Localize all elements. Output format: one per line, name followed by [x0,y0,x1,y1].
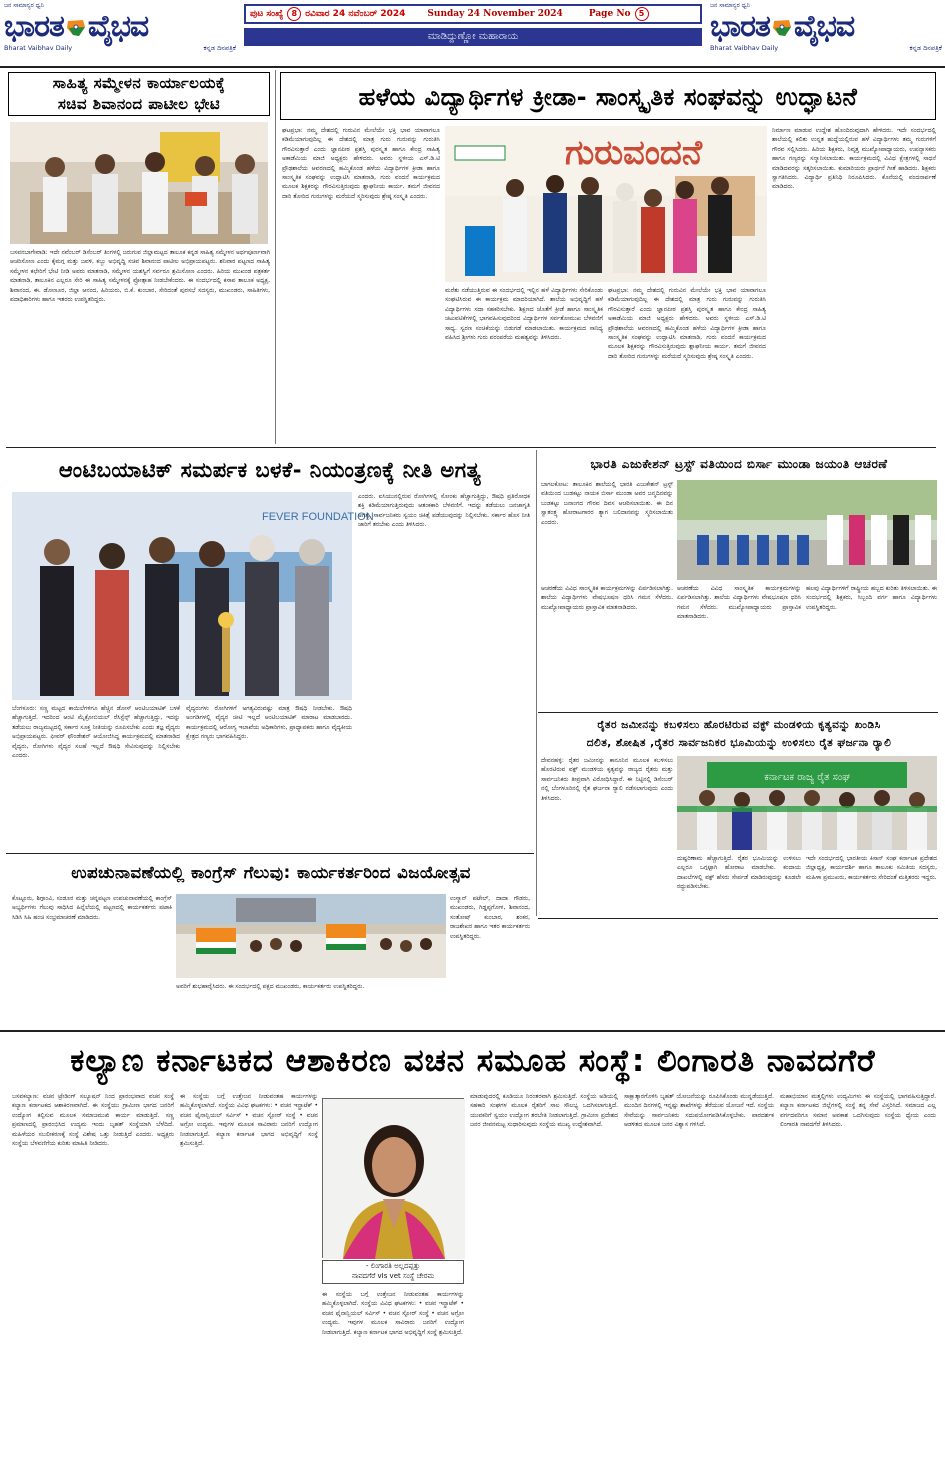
section-rule [6,853,534,854]
newspaper-logo-right [710,2,942,62]
logo-title-part1: ಭಾರತ [710,9,770,44]
article2-photo-image [445,126,767,282]
logo-subtitle-en: Bharat Vaibhav Daily [4,44,73,52]
logo-subtitle-kn: ಕನ್ನಡ ದಿನಪತ್ರಿಕೆ [909,44,942,52]
logo-tagline: ಜನ ಸಾಮಾನ್ಯರ ಧ್ವನಿ [710,2,750,9]
article6-body-col1: ಕೊಟ್ಟೂರು, ಶಿಗ್ಗಾಂವಿ, ಸಂಡೂರ ಮತ್ತು ಚನ್ನಪಟ್ಟಣ ಉಪಚುನಾವಣೆಯಲ್ಲಿ ಕಾಂಗ್ರೆಸ್ ಅಭ್ಯರ್ಥಿಗಳು ಗೆಲುವು ಸಾಧಿಸಿದ ಹಿನ್ನೆಲೆಯಲ್ಲಿ ಪಟ್ಟಣದಲ್ಲಿ ಕಾರ್ಯಕರ್ತರು ಪಟಾಕಿ ಸಿಡಿಸಿ ಸಿಹಿ ಹಂಚಿ ಸಂಭ್ರಮಾಚರಣೆ ಮಾಡಿದರು. [12,895,172,921]
issue-info-bar [244,4,702,24]
article1-headline-line2: ಸಚಿವ ಶಿವಾನಂದ ಪಾಟೀಲ ಭೇಟಿ [57,95,221,113]
article7-body-col5: ಮಹಾಭಿಯಾನ ಮತ್ತಲ್ಲಿಗಳು ಉದ್ಯಮಿಗಳು ಈ ಸಂಸ್ಥೆಯಲ್ಲಿ ಭಾಗವಹಿಸುತ್ತಿದ್ದಾರೆ. ಕಲ್ಯಾಣ ಕರ್ನಾಟಕದ ಜಿಲ್ಲೆಗಳಲ್ಲಿ ಸಂಸ್ಥೆ ತನ್ನ ಸೇವೆ ವಿಸ್ತರಿಸಿದೆ. ಸಮಾಜದ ಎಲ್ಲ ವರ್ಗದವರಿಗೂ ಸಮಾನ ಅವಕಾಶ ಒದಗಿಸುವುದು ಸಂಸ್ಥೆಯ ಧ್ಯೇಯ ಎಂದು ಲಿಂಗಾರತಿ ನಾವದಗೆರೆ ತಿಳಿಸಿದರು. [780,1093,936,1129]
article4-headline: ಭಾರತಿ ಎಜುಕೇಶನ್ ಟ್ರಸ್ಟ್ ವತಿಯಿಂದ ಬಿರ್ಸಾ ಮುಂಡಾ ಜಯಂತಿ ಆಚರಣೆ [590,457,888,471]
article5-banner-text: ಕರ್ನಾಟಕ ರಾಜ್ಯ ರೈತ ಸಂಘ [764,772,850,783]
article4-photo-image [677,480,937,580]
article5-headline-line1: ರೈತರ ಜಮೀನನ್ನು ಕಬಳಿಸಲು ಹೊರಟಿರುವ ವಕ್ಫ್ ಮಂಡಳಿಯ ಕೃತ್ಯವನ್ನು ಖಂಡಿಸಿ [597,719,881,731]
logo-subtitle-kn: ಕನ್ನಡ ದಿನಪತ್ರಿಕೆ [203,44,236,52]
masthead [0,0,945,64]
article2-body-col3: ನಿರ್ಮಾಣ ಮಾಡುವ ಉದ್ದೇಶ ಹೊಂದಿರುವುದಾಗಿ ಹೇಳಿದರು. ಇದೇ ಸಂದರ್ಭದಲ್ಲಿ ಶಾಲೆಯಲ್ಲಿ ಕಲಿತು ಉನ್ನತ ಹುದ್ದೆಯಲ್ಲಿರುವ ಹಳೆ ವಿದ್ಯಾರ್ಥಿಗಳು ತಮ್ಮ ಗುರುಗಳಿಗೆ ಗೌರವ ಸಲ್ಲಿಸಿದರು. ಹಿರಿಯ ಶಿಕ್ಷಕರು, ನಿವೃತ್ತ ಮುಖ್ಯೋಪಾಧ್ಯಾಯರು, ಉಪನ್ಯಾಸಕರು ಹಾಗೂ ಗಣ್ಯರನ್ನು ಸನ್ಮಾನಿಸಲಾಯಿತು. ಕಾರ್ಯಕ್ರಮದಲ್ಲಿ ವಿವಿಧ ಕ್ಷೇತ್ರಗಳಲ್ಲಿ ಸಾಧನೆ ಮಾಡಿದವರನ್ನು ಸತ್ಕರಿಸಲಾಯಿತು. ಕುಮಾರಿಯರು ಪ್ರಾರ್ಥನೆ ಗೀತೆ ಹಾಡಿದರು. ಶಿಕ್ಷಕರು ಸ್ವಾಗತಿಸಿದರು. ವಿದ್ಯಾರ್ಥಿ ಪ್ರತಿನಿಧಿ ನಿರೂಪಿಸಿದರು. ಕೊನೆಯಲ್ಲಿ ವಂದನಾರ್ಪಣೆ ಮಾಡಿದರು. [772,127,936,191]
article7-body-col2: ಈ ಸಂಸ್ಥೆಯ ಬಗ್ಗೆ ಉತ್ತೇಜನ ನೀಡುವಂತಹ ಕಾರ್ಯಗಳನ್ನು ಹಮ್ಮಿಕೊಳ್ಳಲಾಗಿದೆ. ಸಂಸ್ಥೆಯ ವಿವಿಧ ಘಟಕಗಳು: • ವಚನ ಇನ್ಫ್ರಾಟೆಕ್ • ವಚನ ಫೈನಾನ್ಷಿಯಲ್ ಸರ್ವಿಸ್ • ವಚನ ಸ್ಟೋರ್ ಸಂಸ್ಥೆ • ವಚನ ಅಗ್ರೋ ಉದ್ಯಮ. ಇವುಗಳ ಮೂಲಕ ಸಾವಿರಾರು ಜನರಿಗೆ ಉದ್ಯೋಗ ನೀಡಲಾಗುತ್ತಿದೆ. ಕಲ್ಯಾಣ ಕರ್ನಾಟಕ ಭಾಗದ ಅಭಿವೃದ್ಧಿಗೆ ಸಂಸ್ಥೆ ಶ್ರಮಿಸುತ್ತಿದೆ. [180,1093,318,1148]
article5-headline-line2: ದಲಿತ, ಶೋಷಿತ ,ರೈತರ ಸಾರ್ವಜನಿಕರ ಭೂಮಿಯನ್ನು ಉಳಿಸಲು ರೈತ ಘರ್ಜನಾ ರ‍್ಯಾಲಿ [586,737,892,749]
article3-photo [12,492,374,700]
date-english: Sunday 24 November 2024 [427,9,563,19]
article7-body-col1: ಬಸವಕಲ್ಯಾಣ: ವಚನ ಟ್ರೇಡಿಂಗ್ ಸಲ್ಯೂಷನ್ ನಿಂದ ಪ್ರಾರಂಭವಾದ ವಚನ ಸಂಸ್ಥೆ ಕಲ್ಯಾಣ ಕರ್ನಾಟಕದ ಆಶಾಕಿರಣವಾಗಿದೆ. ಈ ಸಂಸ್ಥೆಯು ಗ್ರಾಮೀಣ ಭಾಗದ ಜನರಿಗೆ ಉದ್ಯೋಗ ಕಲ್ಪಿಸುವ ಮೂಲಕ ಸಮಾಜಮುಖಿ ಕಾರ್ಯ ಮಾಡುತ್ತಿದೆ. ಸಣ್ಣ ಪ್ರಮಾಣದಲ್ಲಿ ಪ್ರಾರಂಭಿಸಿದ ಉದ್ಯಮ ಇಂದು ಬೃಹತ್ ಸಂಸ್ಥೆಯಾಗಿ ಬೆಳೆದಿದೆ. ಮಹಿಳೆಯರ ಸಬಲೀಕರಣಕ್ಕೆ ಸಂಸ್ಥೆ ವಿಶೇಷ ಒತ್ತು ನೀಡುತ್ತಿದೆ ಎಂದರು. ಅಧ್ಯಕ್ಷರು ಸಂಸ್ಥೆಯ ಬೆಳವಣಿಗೆಯ ಕುರಿತು ಮಾಹಿತಿ ನೀಡಿದರು. [12,1093,174,1148]
article7-portrait-image [323,1099,465,1259]
article4-body-col2: ಆಚರಣೆಯ ವಿವಿಧ ಸಾಂಸ್ಕೃತಿಕ ಕಾರ್ಯಕ್ರಮಗಳನ್ನು ಏರ್ಪಡಿಸಲಾಗಿತ್ತು. ಶಾಲೆಯ ವಿದ್ಯಾರ್ಥಿಗಳು ವೇಷಭೂಷಣ ಧರಿಸಿ ಗಮನ ಸೆಳೆದರು. ಮುಖ್ಯೋಪಾಧ್ಯಾಯರು ಪ್ರಾಸ್ತಾವಿಕ ಮಾತನಾಡಿದರು. [677,585,801,621]
section-rule [538,918,938,919]
article1-photo-image [10,122,268,244]
article6-body-col2: ಅವರಿಗೆ ಶುಭಹಾರೈಸಿದರು. ಈ ಸಂದರ್ಭದಲ್ಲಿ ಪಕ್ಷದ ಮುಖಂಡರು, ಕಾರ್ಯಕರ್ತರು ಉಪಸ್ಥಿತರಿದ್ದರು. [176,983,365,990]
article2-body-col2b: ಘಟಪ್ರಭಾ: ನಮ್ಮ ದೇಶದಲ್ಲಿ ಗುರುವಿನ ಮೇಲೆಯೇ ಭಕ್ತಿ ಭಾವ ಯಾವಾಗಲೂ ಕಡಿಮೆಯಾಗುವುದಿಲ್ಲ ಈ ದೇಶದಲ್ಲಿ ಮಾತ್ರ ಗುರು ಗುರುವನ್ನು ಗುರುತಿಸಿ ಗೌರವಿಸುತ್ತಾರೆ ಎಂದು ಜ್ಞಾನಪೀಠ ಪ್ರಶಸ್ತಿ ಪುರಸ್ಕೃತ ಹಾಗೂ ಕೇಂದ್ರ ಸಾಹಿತ್ಯ ಅಕಾಡೆಮಿಯ ಮಾಜಿ ಅಧ್ಯಕ್ಷರು ಹೇಳಿದರು. ಅವರು ಸ್ಥಳೀಯ ಎಸ್.ಡಿ.ಟಿ ಪ್ರೌಢಶಾಲೆಯ ಆವರಣದಲ್ಲಿ ಹಮ್ಮಿಕೊಂಡ ಹಳೆಯ ವಿದ್ಯಾರ್ಥಿಗಳ ಕ್ರೀಡಾ ಹಾಗೂ ಸಾಂಸ್ಕೃತಿಕ ಸಂಘವನ್ನು ಉದ್ಘಾಟಿಸಿ ಮಾತನಾಡಿ, ಗುರು ವಂದನೆ ಕಾರ್ಯಕ್ರಮದ ಮೂಲಕ ಶಿಕ್ಷಕರನ್ನು ಗೌರವಿಸುತ್ತಿರುವುದು ಶ್ಲಾಘನೀಯ ಕಾರ್ಯ. ತಮಗೆ ಜೀವನದ ದಾರಿ ತೋರಿದ ಗುರುಗಳನ್ನು ಮರೆಯದೆ ಸ್ಮರಿಸುವುದು ಶ್ರೇಷ್ಠ ಸಂಸ್ಕೃತಿ ಎಂದರು. [608,287,766,360]
article3-body-col2: ವೈದ್ಯರುಗಳು ರೋಗಿಗಳಿಗೆ ಅಗತ್ಯವಿರುವಷ್ಟು ಮಾತ್ರ ಔಷಧಿ ನೀಡಬೇಕು. ಔಷಧಿ ಅಂಗಡಿಗಳಲ್ಲಿ ವೈದ್ಯರ ಚೀಟಿ ಇಲ್ಲದೆ ಆಂಟಿಬಯಾಟಿಕ್ ಮಾರಾಟ ಮಾಡಬಾರದು. ಕಾರ್ಯಕ್ರಮದಲ್ಲಿ ಆರೋಗ್ಯ ಇಲಾಖೆಯ ಅಧಿಕಾರಿಗಳು, ಪ್ರಾಧ್ಯಾಪಕರು ಹಾಗೂ ವೈದ್ಯಕೀಯ ಕ್ಷೇತ್ರದ ಗಣ್ಯರು ಭಾಗವಹಿಸಿದ್ದರು. [186,705,352,741]
logo-subtitle [710,44,942,53]
logo-title-part1: ಭಾರತ [4,9,64,44]
flag-map-icon [65,18,87,38]
article1-photo [10,122,268,244]
article3-photo-sign: FEVER FOUNDATION [262,511,374,523]
article6-body-col3: ಉಸ್ಮಾನ್ ಪಟೇಲ್, ದಾದಾ ಗೌಡರು, ಮುಖಂಡರು, ಗಿಡ್ಡಪ್ಪಗೋಳ, ಶಿವಾನಂದ, ಸಂತೋಷ್ ಕುಂಬಾರ, ಶಂಕರ, ರಾಜಶೇಖರ ಹಾಗೂ ಇತರ ಕಾರ್ಯಕರ್ತರು ಉಪಸ್ಥಿತರಿದ್ದರು. [450,895,530,940]
article7-portrait [322,1098,464,1258]
masthead-rule [0,66,945,68]
flag-map-icon [771,18,793,38]
article1-headline-line1: ಸಾಹಿತ್ಯ ಸಮ್ಮೇಳನ ಕಾರ್ಯಾಲಯಕ್ಕೆ [52,74,226,92]
section-rule [538,712,938,713]
issue-number: 8 [287,7,301,21]
article1-body: ಬಸವನಬಾಗೇವಾಡಿ: ಇದೇ ನವೆಂಬರ್ ಡಿಸೆಂಬರ್ ತಿಂಗಳಲ್ಲಿ ಜರುಗುವ ಜಿಲ್ಲಾಮಟ್ಟದ ತಾಲೂಕ ಕನ್ನಡ ಸಾಹಿತ್ಯ ಸಮ್ಮೇಳನ ಅರ್ಥಪೂರ್ಣವಾಗಿ ಆಚರಿಸೋಣ ಎಂದು ಕೈಮಗ್ಗ ಮತ್ತು ಜವಳಿ, ಕಬ್ಬು ಅಭಿವೃದ್ಧಿ ಸಚಿವ ಶಿವಾನಂದ ಪಾಟೀಲ ಅಭಿಪ್ರಾಯಪಟ್ಟರು. ಶನಿವಾರ ಪಟ್ಟಣದ ಸಾಹಿತ್ಯ ಸಮ್ಮೇಳನ ಕಛೇರಿಗೆ ಭೇಟಿ ನೀಡಿ ಅವರು ಮಾತನಾಡಿ, ಸಮ್ಮೇಳನ ಯಶಸ್ವಿಗೆ ಸರ್ವರೂ ಶ್ರಮಿಸೋಣ ಎಂದರು. ಹಿರಿಯ ಮುಖಂಡ ಪತ್ರಕರ್ತ ಮಾತನಾಡಿ, ತಾಲೂಕಿನ ಎಲ್ಲರೂ ಸೇರಿ ಈ ಸಾಹಿತ್ಯ ಸಮ್ಮೇಳನಕ್ಕೆ ಪ್ರೋತ್ಸಾಹ ನೀಡಬೇಕೆಂದರು. ಈ ಸಂದರ್ಭದಲ್ಲಿ ಕಸಾಪ ತಾಲೂಕ ಅಧ್ಯಕ್ಷ, ಶಿವಾನಂದ, ಈ. ಡೋಣೂರ, ಜಿಲ್ಲಾ ಆನಂದ, ಹಿರಿಯರು, ಬಿ.ಕೆ. ಕುಂಬಾರ, ಸೇರಿದಂತೆ ಪುರಸಭೆ ಸದಸ್ಯರು, ಮುಖಂಡರು, ಸಾಹಿತಿಗಳು, ಪದಾಧಿಕಾರಿಗಳು ಹಾಗೂ ಇತರರು ಉಪಸ್ಥಿತರಿದ್ದರು. [10,249,270,304]
logo-wordmark [710,10,942,44]
logo-subtitle [4,44,236,53]
section-rule [0,1030,945,1032]
article4-photo [677,480,937,580]
article4-body-col1: ಬಾಗಲಕೋಟ: ತಾಲೂಕಿನ ಶಾಲೆಯಲ್ಲಿ ಭಾರತಿ ಎಜುಕೇಶನ್ ಟ್ರಸ್ಟ್ ವತಿಯಿಂದ ಬುಡಕಟ್ಟು ನಾಯಕ ಬಿರ್ಸಾ ಮುಂಡಾ ಅವರ ಜನ್ಮದಿನವನ್ನು ಬುಡಕಟ್ಟು ಜನಾಂಗದ ಗೌರವ ದಿವಸ ಆಚರಿಸಲಾಯಿತು. ಈ ದಿನ ಸ್ವಾತಂತ್ರ್ಯ ಹೋರಾಟಗಾರರ ತ್ಯಾಗ ಬಲಿದಾನವನ್ನು ಸ್ಮರಿಸಲಾಯಿತು ಎಂದರು. [541,481,673,526]
article5-headline [541,716,937,752]
newspaper-logo-left [4,2,236,62]
caption-title: ನಾವದಗೆರೆ vIs vet ಸಂಸ್ಥೆ ಚೇರಮ [351,1272,435,1280]
article5-photo-image [677,756,937,850]
section-rule [6,447,936,448]
article6-photo [176,894,446,978]
article6-photo-image [176,894,446,978]
svg-text:ಗುರುವಂದನೆ: ಗುರುವಂದನೆ [565,133,703,173]
column-divider [275,70,276,444]
logo-title-part2: ವೈಭವ [87,9,149,44]
logo-subtitle-en: Bharat Vaibhav Daily [710,44,779,52]
page-label: Page No [588,9,631,19]
article5-body-col3: ಇದೇ ಸಂದರ್ಭದಲ್ಲಿ ಭಾರತೀಯ ಕಿಸಾನ್ ಸಂಘ ಕರ್ನಾಟಕ ಪ್ರದೇಶದ ಜಿಲ್ಲಾಧ್ಯಕ್ಷ, ಕಾರ್ಯದರ್ಶಿ ಹಾಗೂ ತಾಲೂಕು ಸಮಿತಿಯ ಸದಸ್ಯರು, ಮಹಿಳಾ ಪ್ರಮುಖರು, ಕಾರ್ಯಕರ್ತರು ಸೇರಿದಂತೆ ಮತ್ತಿತರರು ಇದ್ದರು. [806,855,937,881]
slogan-banner: ಮಾಡಿದ್ದುಣ್ಣೋ ಮಹಾರಾಯ [244,28,702,46]
article7-body-col2b: ಈ ಸಂಸ್ಥೆಯ ಬಗ್ಗೆ ಉತ್ತೇಜನ ನೀಡುವಂತಹ ಕಾರ್ಯಗಳನ್ನು ಹಮ್ಮಿಕೊಳ್ಳಲಾಗಿದೆ. ಸಂಸ್ಥೆಯ ವಿವಿಧ ಘಟಕಗಳು: • ವಚನ ಇನ್ಫ್ರಾಟೆಕ್ • ವಚನ ಫೈನಾನ್ಷಿಯಲ್ ಸರ್ವಿಸ್ • ವಚನ ಸ್ಟೋರ್ ಸಂಸ್ಥೆ • ವಚನ ಅಗ್ರೋ ಉದ್ಯಮ. ಇವುಗಳ ಮೂಲಕ ಸಾವಿರಾರು ಜನರಿಗೆ ಉದ್ಯೋಗ ನೀಡಲಾಗುತ್ತಿದೆ. ಕಲ್ಯಾಣ ಕರ್ನಾಟಕ ಭಾಗದ ಅಭಿವೃದ್ಧಿಗೆ ಸಂಸ್ಥೆ ಶ್ರಮಿಸುತ್ತಿದೆ. [322,1291,464,1336]
article7-headline: ಕಲ್ಯಾಣ ಕರ್ನಾಟಕದ ಆಶಾಕಿರಣ ವಚನ ಸಮೂಹ ಸಂಸ್ಥೆ: ಲಿಂಗಾರತಿ ನಾವದಗೆರೆ [70,1043,876,1079]
article2-photo [445,126,767,282]
article5-body-col2: ದುಷ್ಪರಿಣಾಮ ಹೆಚ್ಚಾಗುತ್ತಿದೆ. ರೈತರ ಭೂಮಿಯನ್ನು ಉಳಿಸಲು ಎಲ್ಲರೂ ಒಗ್ಗಟ್ಟಾಗಿ ಹೋರಾಟ ಮಾಡಬೇಕು. ಕಂದಾಯ ದಾಖಲೆಗಳಲ್ಲಿ ವಕ್ಫ್ ಹೆಸರು ಸೇರ್ಪಡೆ ಮಾಡಿರುವುದನ್ನು ಕೂಡಲೇ ರದ್ದುಪಡಿಸಬೇಕು. [677,855,801,891]
date-kannada: ರವಿವಾರ 24 ನವೆಂಬರ್ 2024 [305,9,406,19]
article5-photo [677,756,937,850]
article7-body-col4: ಸಾಕ್ಷಾತ್ಕಾರಗೊಳಿಸಿ ಬೃಹತ್ ಯೋಜನೆಯನ್ನು ರೂಪಿಸಿಕೊಂಡು ಮುನ್ನಡೆಯುತ್ತಿದೆ. ಮುಂದಿನ ದಿನಗಳಲ್ಲಿ ಇನ್ನಷ್ಟು ಶಾಖೆಗಳನ್ನು ತೆರೆಯುವ ಯೋಜನೆ ಇದೆ. ಸಂಸ್ಥೆಯ ಸೇವೆಯನ್ನು ಸಾರ್ವಜನಿಕರು ಸದುಪಯೋಗಪಡಿಸಿಕೊಳ್ಳಬೇಕು. ಪಾರದರ್ಶಕ ಆಡಳಿತದ ಮೂಲಕ ಜನರ ವಿಶ್ವಾಸ ಗಳಿಸಿದೆ. [624,1093,774,1129]
article4-body-col1b: ಆಚರಣೆಯ ವಿವಿಧ ಸಾಂಸ್ಕೃತಿಕ ಕಾರ್ಯಕ್ರಮಗಳನ್ನು ಏರ್ಪಡಿಸಲಾಗಿತ್ತು. ಶಾಲೆಯ ವಿದ್ಯಾರ್ಥಿಗಳು ವೇಷಭೂಷಣ ಧರಿಸಿ ಗಮನ ಸೆಳೆದರು. ಮುಖ್ಯೋಪಾಧ್ಯಾಯರು ಪ್ರಾಸ್ತಾವಿಕ ಮಾತನಾಡಿದರು. [541,585,673,611]
article3-body-col1: ಬೆಂಗಳೂರು: ಸಣ್ಣ ಮಟ್ಟದ ಕಾಯಿಲೆಗಳಿಗೂ ಹೆಚ್ಚಿನ ಡೋಸ್ ಆಂಟಿಬಯಾಟಿಕ್ ಬಳಕೆ ಹೆಚ್ಚಾಗುತ್ತಿದೆ. ಇದರಿಂದ ಆಂಟಿ ಮೈಕ್ರೋಬಿಯಲ್ ರೆಸಿಸ್ಟೆನ್ಸ್ ಹೆಚ್ಚಾಗುತ್ತಿದ್ದು, ಇದನ್ನು ತಡೆಯಲು ರಾಜ್ಯಮಟ್ಟದಲ್ಲಿ ಸರ್ಕಾರ ಸೂಕ್ತ ನೀತಿಯನ್ನು ರೂಪಿಸಬೇಕು ಎಂದು ತಜ್ಞ ವೈದ್ಯರು ಅಭಿಪ್ರಾಯಪಟ್ಟರು. ಫೀವರ್ ಫೌಂಡೇಶನ್ ಆಯೋಜಿಸಿದ್ದ ಕಾರ್ಯಕ್ರಮದಲ್ಲಿ ಮಾತನಾಡಿದ ವೈದ್ಯರು, ರೋಗಿಗಳು ವೈದ್ಯರ ಸಲಹೆ ಇಲ್ಲದೆ ಔಷಧಿ ಸೇವಿಸುವುದನ್ನು ನಿಲ್ಲಿಸಬೇಕು ಎಂದರು. [12,705,180,760]
article1-headline [8,72,270,116]
caption-name: - ಲಿಂಗಾರತಿ ಅಲ್ಲದಪ್ಪತ್ತು [365,1262,421,1270]
article3-photo-image [12,492,374,700]
page-number: 5 [635,7,649,21]
logo-tagline: ಜನ ಸಾಮಾನ್ಯರ ಧ್ವನಿ [4,2,44,9]
logo-title-part2: ವೈಭವ [793,9,855,44]
article7-caption [322,1260,464,1284]
column-divider [536,450,537,916]
article4-body-col3: ಹಲವು ವಿದ್ಯಾರ್ಥಿಗಳಿಗೆ ರಾಷ್ಟ್ರೀಯ ಹಬ್ಬದ ಕುರಿತು ತಿಳಿಸಲಾಯಿತು. ಈ ಸಂದರ್ಭದಲ್ಲಿ ಶಿಕ್ಷಕರು, ಸಿಬ್ಬಂದಿ ವರ್ಗ ಹಾಗೂ ವಿದ್ಯಾರ್ಥಿಗಳು ಉಪಸ್ಥಿತರಿದ್ದರು. [806,585,937,611]
article2-body-col1: ಘಟಪ್ರಭಾ: ನಮ್ಮ ದೇಶದಲ್ಲಿ ಗುರುವಿನ ಮೇಲೆಯೇ ಭಕ್ತಿ ಭಾವ ಯಾವಾಗಲೂ ಕಡಿಮೆಯಾಗುವುದಿಲ್ಲ ಈ ದೇಶದಲ್ಲಿ ಮಾತ್ರ ಗುರು ಗುರುವನ್ನು ಗುರುತಿಸಿ ಗೌರವಿಸುತ್ತಾರೆ ಎಂದು ಜ್ಞಾನಪೀಠ ಪ್ರಶಸ್ತಿ ಪುರಸ್ಕೃತ ಹಾಗೂ ಕೇಂದ್ರ ಸಾಹಿತ್ಯ ಅಕಾಡೆಮಿಯ ಮಾಜಿ ಅಧ್ಯಕ್ಷರು ಹೇಳಿದರು. ಅವರು ಸ್ಥಳೀಯ ಎಸ್.ಡಿ.ಟಿ ಪ್ರೌಢಶಾಲೆಯ ಆವರಣದಲ್ಲಿ ಹಮ್ಮಿಕೊಂಡ ಹಳೆಯ ವಿದ್ಯಾರ್ಥಿಗಳ ಕ್ರೀಡಾ ಹಾಗೂ ಸಾಂಸ್ಕೃತಿಕ ಸಂಘವನ್ನು ಉದ್ಘಾಟಿಸಿ ಮಾತನಾಡಿ, ಗುರು ವಂದನೆ ಕಾರ್ಯಕ್ರಮದ ಮೂಲಕ ಶಿಕ್ಷಕರನ್ನು ಗೌರವಿಸುತ್ತಿರುವುದು ಶ್ಲಾಘನೀಯ ಕಾರ್ಯ. ತಮಗೆ ಜೀವನದ ದಾರಿ ತೋರಿದ ಗುರುಗಳನ್ನು ಮರೆಯದೆ ಸ್ಮರಿಸುವುದು ಶ್ರೇಷ್ಠ ಸಂಸ್ಕೃತಿ ಎಂದರು. [282,127,440,200]
article3-headline: ಆಂಟಿಬಯಾಟಿಕ್ ಸಮರ್ಪಕ ಬಳಕೆ- ನಿಯಂತ್ರಣಕ್ಕೆ ನೀತಿ ಅಗತ್ಯ [58,458,482,482]
article2-headline: ಹಳೆಯ ವಿದ್ಯಾರ್ಥಿಗಳ ಕ್ರೀಡಾ- ಸಾಂಸ್ಕೃತಿಕ ಸಂಘವನ್ನು ಉದ್ಘಾಟನೆ [280,72,936,120]
logo-wordmark [4,10,236,44]
issue-label: ಪುಟ ಸಂಖ್ಯೆ [250,9,284,19]
article3-body-col3: ಎಂದರು. ಐಸಿಯುನಲ್ಲಿರುವ ರೋಗಿಗಳಲ್ಲಿ ಸೋಂಕು ಹೆಚ್ಚಾಗುತ್ತಿದ್ದು, ಔಷಧಿ ಪ್ರತಿರೋಧಕ ಶಕ್ತಿ ಕಡಿಮೆಯಾಗುತ್ತಿರುವುದು ಆತಂಕಕಾರಿ ಬೆಳವಣಿಗೆ. ಇದನ್ನು ತಡೆಯಲು ಜನಜಾಗೃತಿ ಅಗತ್ಯ. ಸಾರ್ವಜನಿಕರು ಸ್ವಯಂ ಚಿಕಿತ್ಸೆ ಪಡೆಯುವುದನ್ನು ನಿಲ್ಲಿಸಬೇಕು. ಸರ್ಕಾರ ಹೊಸ ನೀತಿ ಜಾರಿಗೆ ತರಬೇಕು ಎಂದು ತಿಳಿಸಿದರು. [358,493,530,529]
article6-headline: ಉಪಚುನಾವಣೆಯಲ್ಲಿ ಕಾಂಗ್ರೆಸ್ ಗೆಲುವು: ಕಾರ್ಯಕರ್ತರಿಂದ ವಿಜಯೋತ್ಸವ [71,863,471,882]
article5-body-col1: ದೇವನಹಳ್ಳಿ: ರೈತರ ಜಮೀನನ್ನು ಕಾನೂನಿನ ಮೂಲಕ ಕಬಳಿಸಲು ಹೊರಟಿರುವ ವಕ್ಫ್ ಮಂಡಳಿಯ ಕೃತ್ಯವನ್ನು ರಾಜ್ಯದ ರೈತರು ಮತ್ತು ಸಾರ್ವಜನಿಕರು ತೀವ್ರವಾಗಿ ವಿರೋಧಿಸಿದ್ದಾರೆ. ಈ ನಿಟ್ಟಿನಲ್ಲಿ ಡಿಸೆಂಬರ್ ನಲ್ಲಿ ಬೆಂಗಳೂರಿನಲ್ಲಿ ರೈತ ಘರ್ಜನಾ ರ‍್ಯಾಲಿ ನಡೆಸಲಾಗುವುದು ಎಂದು ತಿಳಿಸಿದರು. [541,757,673,802]
article7-body-col3: ಮಾಡುವುದರಲ್ಲಿ ಕೂಡಿಯೂ ನಿರಂತರವಾಗಿ ಶ್ರಮಿಸುತ್ತಿದೆ. ಸಂಸ್ಥೆಯ ಅಡಿಯಲ್ಲಿ ಸಹಕಾರಿ ಸಂಘಗಳ ಮೂಲಕ ರೈತರಿಗೆ ಸಾಲ ಸೌಲಭ್ಯ ಒದಗಿಸಲಾಗುತ್ತಿದೆ. ಯುವಕರಿಗೆ ಸ್ವಯಂ ಉದ್ಯೋಗ ತರಬೇತಿ ನೀಡಲಾಗುತ್ತಿದೆ. ಗ್ರಾಮೀಣ ಪ್ರದೇಶದ ಜನರ ಜೀವನಮಟ್ಟ ಸುಧಾರಿಸುವುದು ಸಂಸ್ಥೆಯ ಮುಖ್ಯ ಉದ್ದೇಶವಾಗಿದೆ. [470,1093,618,1129]
article2-body-col2: ಮರೆತು ನಡೆಯುತ್ತಿರುವ ಈ ಸಂದರ್ಭದಲ್ಲಿ ಇಲ್ಲಿನ ಹಳೆ ವಿದ್ಯಾರ್ಥಿಗಳು ಸೇರಿಕೊಂಡು ಸಂಘಟಿಸಿರುವ ಈ ಕಾರ್ಯಕ್ರಮ ಮಾದರಿಯಾಗಿದೆ. ಶಾಲೆಯ ಅಭಿವೃದ್ಧಿಗೆ ಹಳೆ ವಿದ್ಯಾರ್ಥಿಗಳು ಸದಾ ಸಹಕರಿಸಬೇಕು. ಶಿಕ್ಷಣದ ಜೊತೆಗೆ ಕ್ರೀಡೆ ಹಾಗೂ ಸಾಂಸ್ಕೃತಿಕ ಚಟುವಟಿಕೆಗಳಲ್ಲಿ ಭಾಗವಹಿಸುವುದರಿಂದ ವಿದ್ಯಾರ್ಥಿಗಳ ಸರ್ವತೋಮುಖ ಬೆಳವಣಿಗೆ ಸಾಧ್ಯ. ಸ್ವರಣ ಸಂಚಿಕೆಯನ್ನು ಬಿಡುಗಡೆ ಮಾಡಲಾಯಿತು. ಕಾರ್ಯಕ್ರಮದ ಸಾನಿಧ್ಯ ವಹಿಸಿದ ಶ್ರೀಗಳು ಗುರು ಪರಂಪರೆಯ ಮಹತ್ವವನ್ನು ತಿಳಿಸಿದರು. [445,287,603,342]
